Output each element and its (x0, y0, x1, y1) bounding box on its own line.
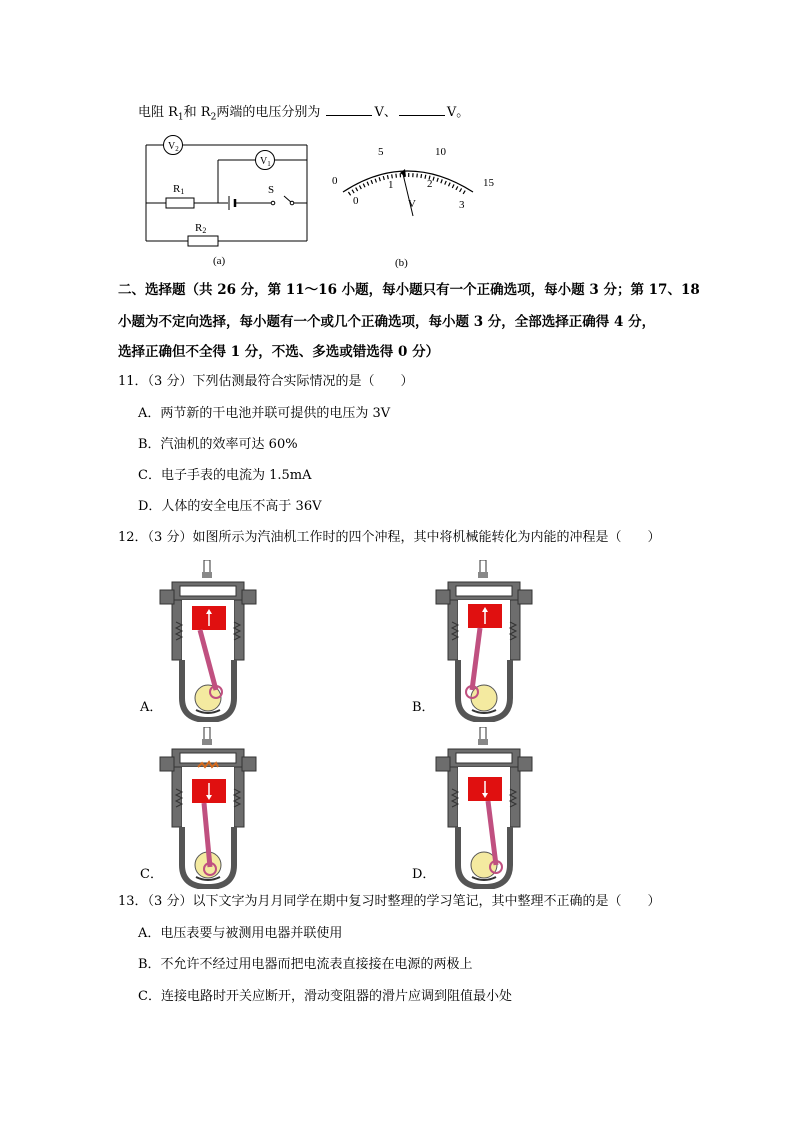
switch-contact-icon (271, 201, 275, 205)
v2-label: $V_2$ (168, 141, 179, 153)
engine-d-figure (434, 727, 534, 893)
q11-option-a[interactable]: A．两节新的干电池并联可提供的电压为 3V (138, 406, 391, 421)
engine-c-figure (158, 727, 258, 893)
resistor-r1-icon (166, 198, 194, 208)
r1-label: R1 (173, 183, 185, 196)
inner-tick-1: 1 (388, 179, 394, 191)
switch-contact-icon (290, 201, 294, 205)
q10-sub-2: 2 (210, 112, 217, 123)
engine-label-b[interactable]: B． (412, 700, 435, 715)
q10-stem (138, 104, 469, 127)
inner-tick-2: 2 (427, 178, 433, 190)
q10-unit-1: V、 (374, 105, 397, 120)
section-heading-line-2: 小题为不定向选择，每小题有一个或几个正确选项，每小题 3 分，全部选择正确得 4 分， (118, 314, 656, 330)
circuit-diagram (140, 128, 315, 268)
caption-b: (b) (395, 257, 408, 269)
v1-label: $V_1$ (260, 156, 271, 168)
engine-label-c[interactable]: C． (140, 867, 163, 882)
section-heading-line-3: 选择正确但不全得 1 分，不选、多选或错选得 0 分） (118, 344, 440, 360)
resistor-r2-icon (188, 236, 218, 246)
inner-tick-3: 3 (459, 199, 465, 211)
q10-sub-1: 1 (177, 112, 184, 123)
switch-label: S (268, 184, 275, 196)
engine-label-a[interactable]: A． (140, 700, 163, 715)
outer-tick-10: 10 (435, 146, 446, 158)
r2-label: R2 (195, 222, 207, 235)
q11-option-d[interactable]: D．人体的安全电压不高于 36V (138, 499, 322, 514)
outer-tick-15: 15 (483, 177, 494, 189)
voltmeter-dial (325, 140, 505, 270)
answer-blank-1[interactable] (326, 105, 372, 116)
q11-option-b[interactable]: B．汽油机的效率可达 60% (138, 437, 298, 452)
q13-option-a[interactable]: A．电压表要与被测用电器并联使用 (138, 926, 343, 941)
engine-b-figure (434, 560, 534, 726)
section-heading-line-1: 二、选择题（共 26 分，第 11～16 小题，每小题只有一个正确选项，每小题 3 分；第 17、18 (118, 282, 700, 298)
outer-tick-0: 0 (332, 175, 338, 187)
outer-tick-5: 5 (378, 146, 384, 158)
inner-tick-0: 0 (353, 195, 359, 207)
q13-option-c[interactable]: C．连接电路时开关应断开，滑动变阻器的滑片应调到阻值最小处 (138, 989, 512, 1004)
q10-unit-2: V。 (446, 105, 470, 120)
q12-stem: 12．（3 分）如图所示为汽油机工作时的四个冲程，其中将机械能转化为内能的冲程是（ ） (118, 530, 661, 545)
q10-text-1: 电阻 R (138, 105, 178, 120)
q13-option-b[interactable]: B．不允许不经过用电器而把电流表直接接在电源的两极上 (138, 957, 473, 972)
engine-label-d[interactable]: D． (412, 867, 436, 882)
battery-icon (229, 196, 235, 210)
q10-text-2: 和 R (183, 105, 211, 120)
q13-stem: 13．（3 分）以下文字为月月同学在期中复习时整理的学习笔记，其中整理不正确的是（ ） (118, 894, 661, 909)
q10-text-3: 两端的电压分别为 (216, 105, 321, 120)
unit-label: V (408, 198, 416, 210)
q11-option-c[interactable]: C．电子手表的电流为 1.5mA (138, 468, 312, 483)
answer-blank-2[interactable] (399, 105, 445, 116)
q11-stem: 11．（3 分）下列估测最符合实际情况的是（ ） (118, 374, 414, 389)
engine-a-figure (158, 560, 258, 726)
caption-a: (a) (213, 255, 226, 267)
